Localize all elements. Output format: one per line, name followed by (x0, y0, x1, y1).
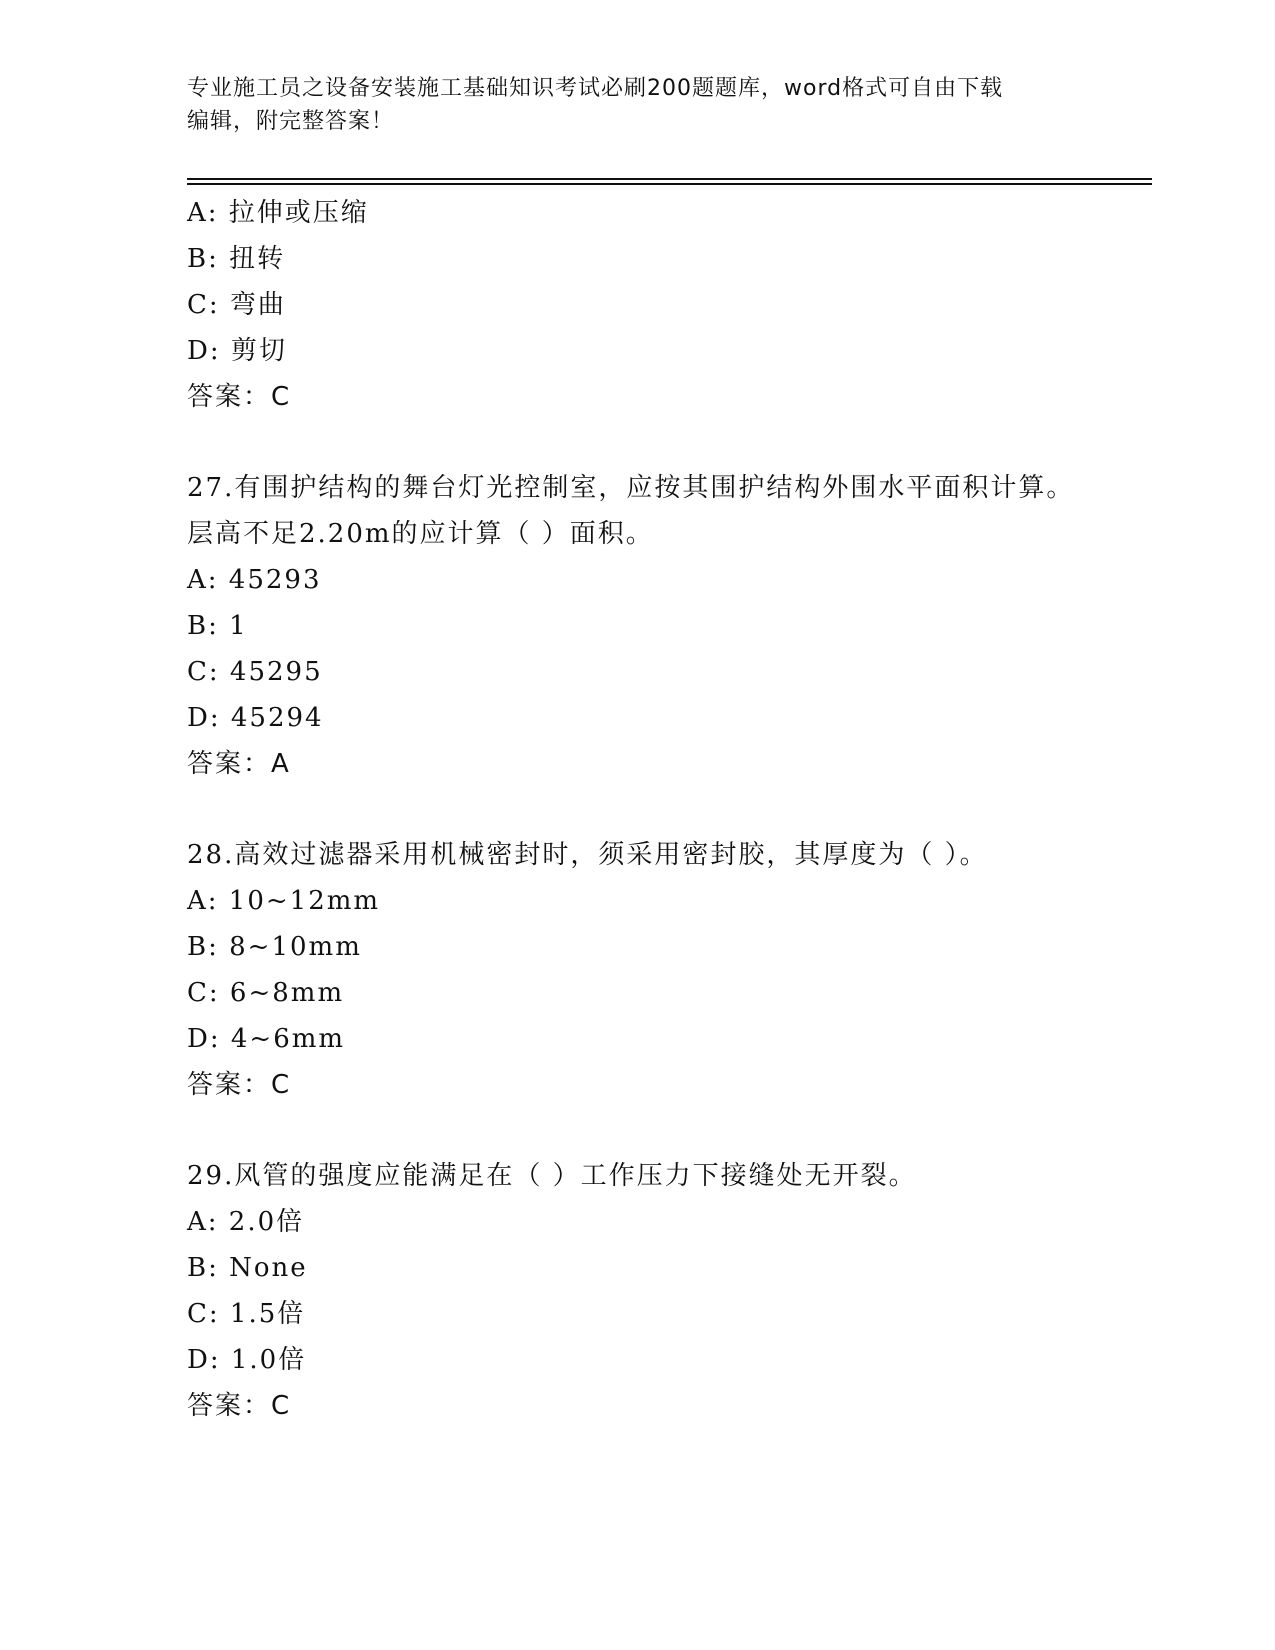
header-title-line-2: 编辑，附完整答案！ (187, 109, 395, 134)
question-block-partial (187, 190, 1087, 420)
option-b: B: 扭转 (187, 244, 286, 274)
answer-line: 答案：C (187, 382, 292, 412)
question-block-27 (187, 465, 1087, 787)
option-a: A: 45293 (187, 565, 322, 595)
option-a: A: 2.0倍 (187, 1207, 305, 1237)
question-block-28 (187, 832, 1087, 1108)
question-text: 29.风管的强度应能满足在（ ）工作压力下接缝处无开裂。 (187, 1161, 917, 1191)
option-c: C: 6~8mm (187, 978, 345, 1008)
question-block-29 (187, 1153, 1087, 1429)
option-b: B: 1 (187, 611, 248, 641)
question-text: 27.有围护结构的舞台灯光控制室，应按其围护结构外围水平面积计算。层高不足2.20m的应计算（ ）面积。 (187, 473, 1075, 549)
option-c: C: 1.5倍 (187, 1299, 306, 1329)
question-text: 28.高效过滤器采用机械密封时，须采用密封胶，其厚度为（ ）。 (187, 840, 988, 870)
answer-line: 答案：C (187, 1070, 292, 1100)
header-divider-top (187, 178, 1152, 180)
header-title-line-1: 专业施工员之设备安装施工基础知识考试必刷200题题库，word格式可自由下载 (187, 76, 1004, 101)
option-d: D: 剪切 (187, 336, 287, 366)
option-c: C: 弯曲 (187, 290, 286, 320)
option-b: B: 8~10mm (187, 932, 362, 962)
option-a: A: 拉伸或压缩 (187, 198, 369, 228)
option-b: B: None (187, 1253, 308, 1283)
answer-line: 答案：C (187, 1391, 292, 1421)
spacer (187, 787, 1087, 832)
spacer (187, 420, 1087, 465)
option-c: C: 45295 (187, 657, 323, 687)
option-d: D: 45294 (187, 703, 324, 733)
spacer (187, 1108, 1087, 1153)
question-list (187, 190, 1087, 1429)
option-d: D: 4~6mm (187, 1024, 346, 1054)
option-d: D: 1.0倍 (187, 1345, 307, 1375)
answer-line: 答案：A (187, 749, 291, 779)
option-a: A: 10~12mm (187, 886, 381, 916)
document-header (187, 72, 1067, 138)
header-divider-bottom (187, 183, 1152, 185)
